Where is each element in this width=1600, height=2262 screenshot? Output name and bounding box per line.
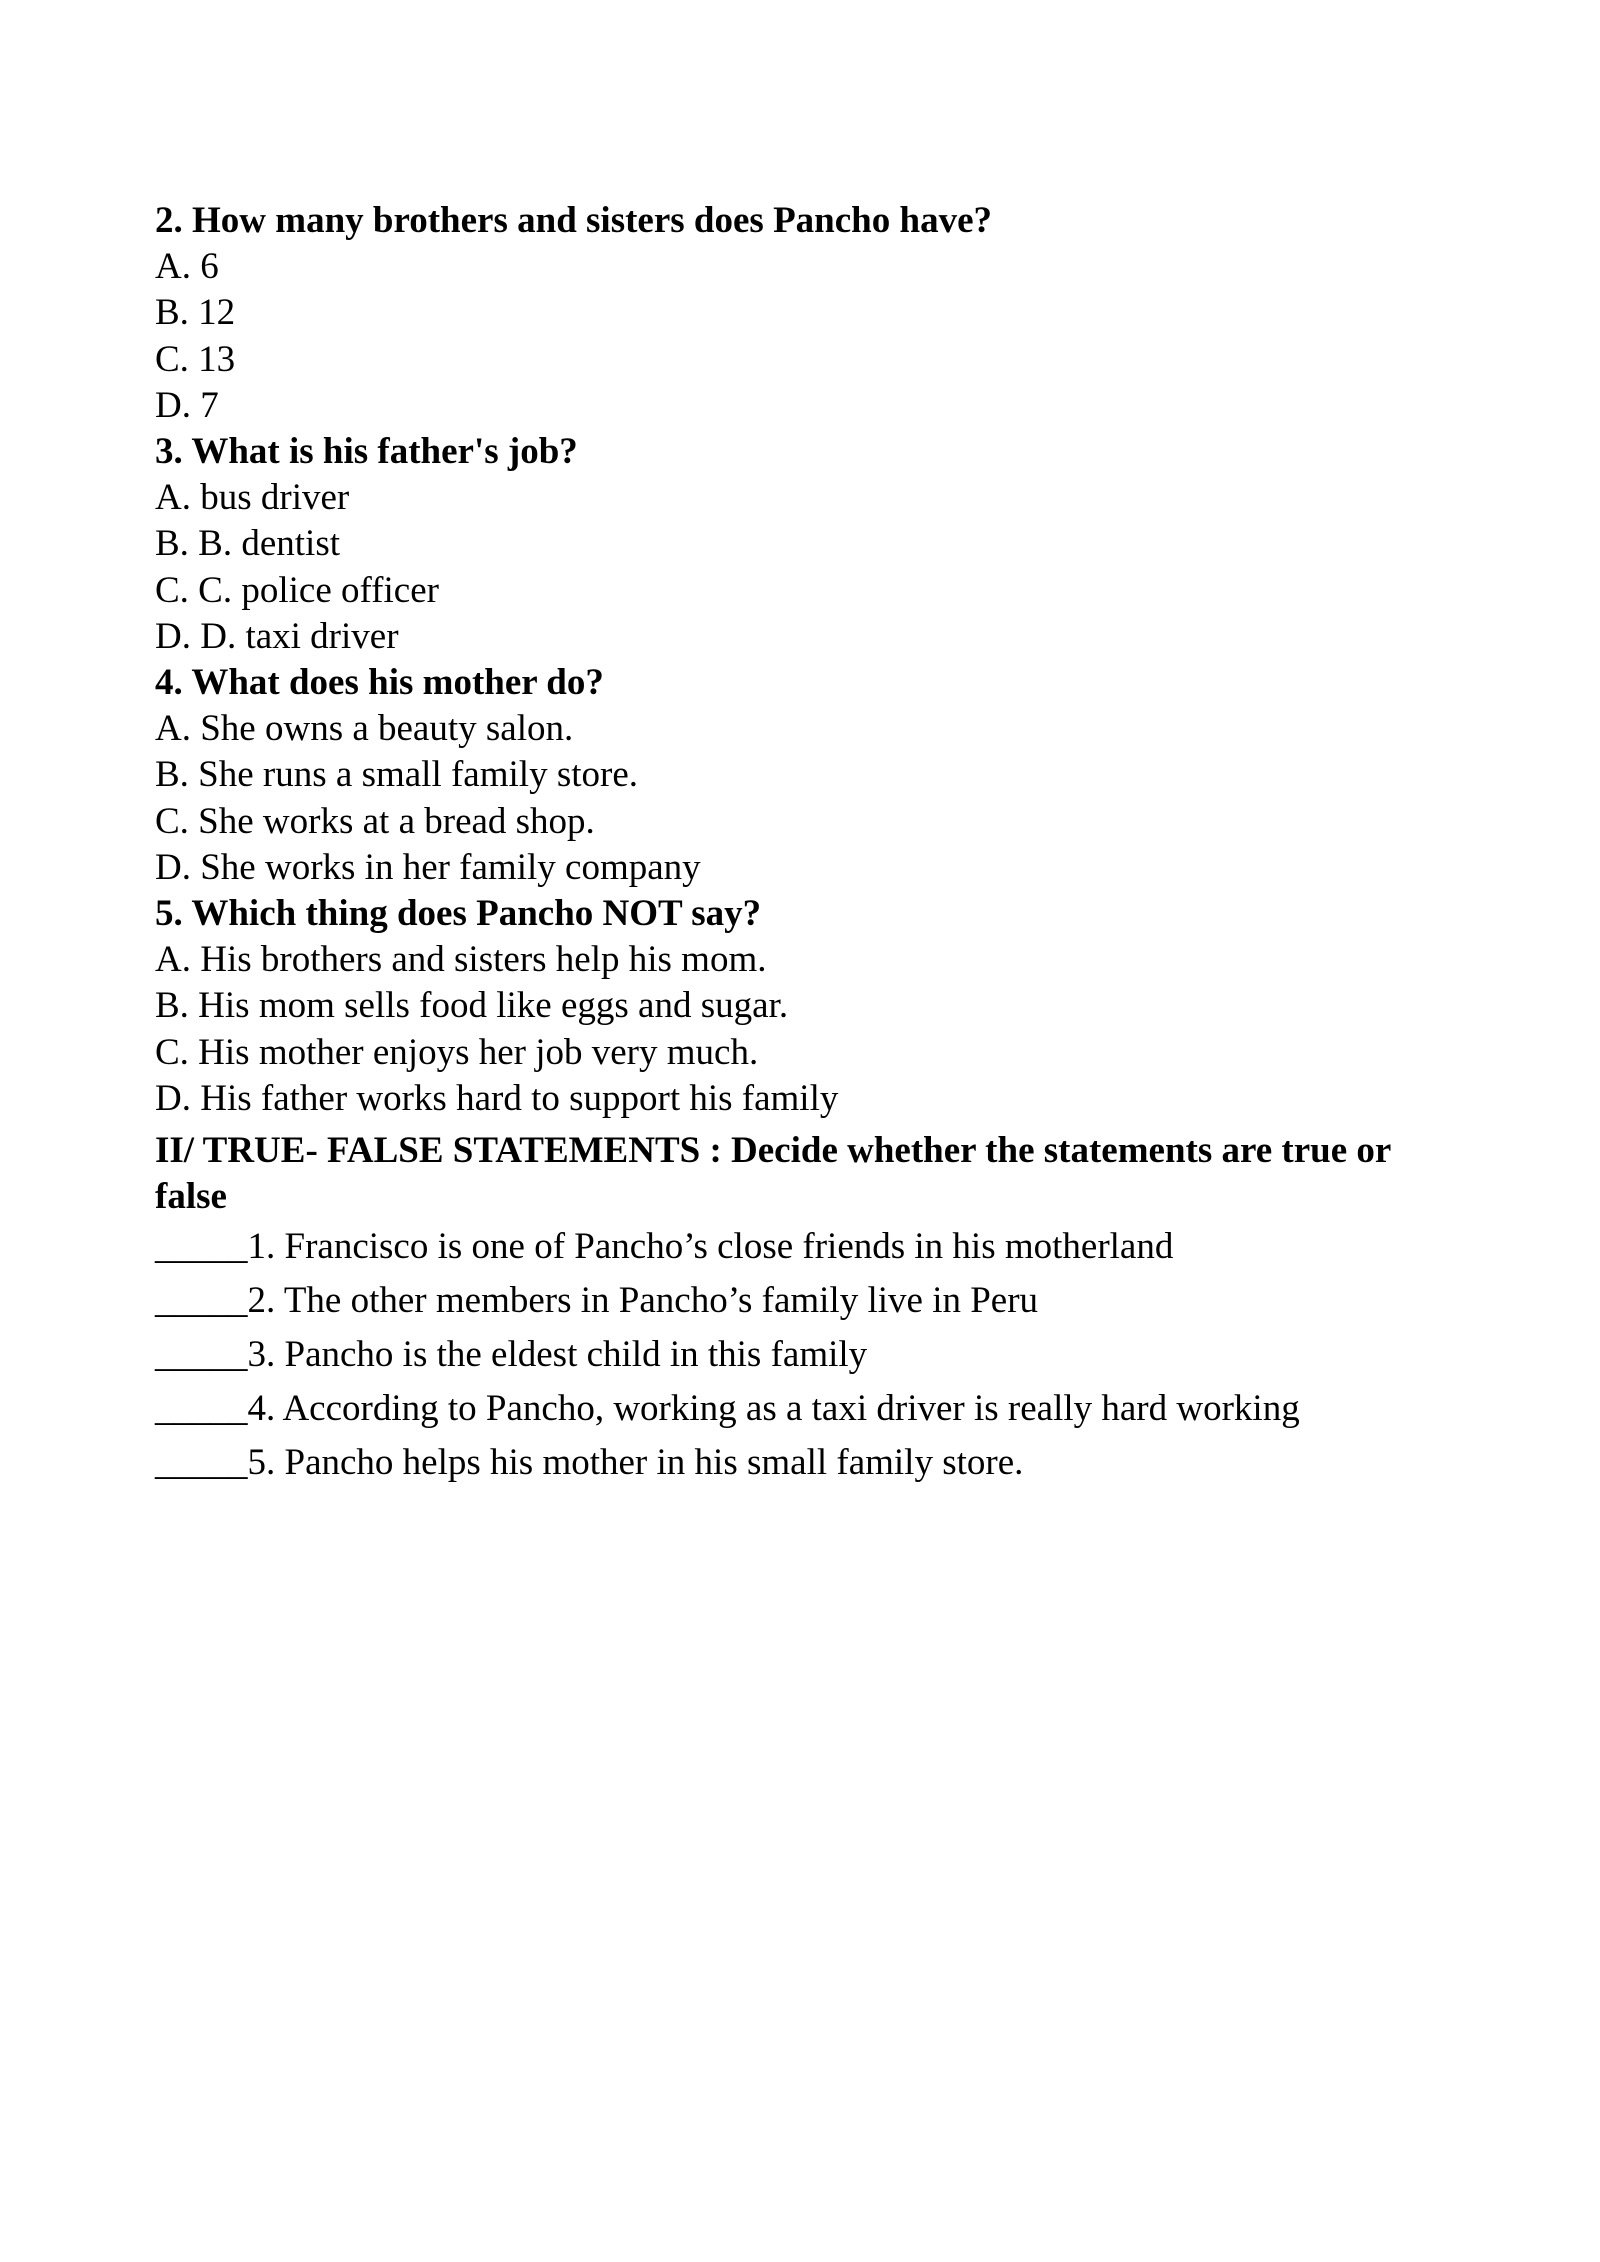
tf-statement-1: _____1. Francisco is one of Pancho’s close friends in his motherland (155, 1226, 1174, 1268)
question-4: 4. What does his mother do? (155, 662, 604, 704)
question-2: 2. How many brothers and sisters does Pancho have? (155, 200, 992, 241)
option-4a: A. She owns a beauty salon. (155, 708, 574, 750)
option-3d: D. D. taxi driver (155, 615, 399, 657)
worksheet-page (155, 198, 1455, 1490)
option-3c: C. C. police officer (155, 569, 439, 611)
option-5a: A. His brothers and sisters help his mom. (155, 939, 767, 981)
option-4d: D. She works in her family company (155, 846, 701, 888)
question-3: 3. What is his father's job? (155, 431, 578, 473)
tf-statement-3: _____3. Pancho is the eldest child in this family (155, 1334, 868, 1376)
tf-statement-5: _____5. Pancho helps his mother in his small family store. (155, 1442, 1024, 1484)
option-5d: D. His father works hard to support his family (155, 1077, 839, 1119)
option-2a: A. 6 (155, 246, 219, 288)
option-5b: B. His mom sells food like eggs and sugar. (155, 985, 789, 1027)
option-4c: C. She works at a bread shop. (155, 800, 595, 842)
option-5c: C. His mother enjoys her job very much. (155, 1031, 759, 1073)
tf-statement-2: _____2. The other members in Pancho’s family live in Peru (155, 1280, 1039, 1322)
option-2b: B. 12 (155, 292, 236, 334)
option-2c: C. 13 (155, 338, 236, 380)
option-3b: B. B. dentist (155, 523, 341, 565)
option-2d: D. 7 (155, 384, 219, 426)
question-5: 5. Which thing does Pancho NOT say? (155, 893, 762, 935)
section-2-heading: II/ TRUE- FALSE STATEMENTS : Decide whether the statements are true or false (155, 1130, 1391, 1218)
tf-statement-4: _____4. According to Pancho, working as a taxi driver is really hard working (155, 1388, 1300, 1430)
option-4b: B. She runs a small family store. (155, 754, 638, 796)
option-3a: A. bus driver (155, 477, 350, 519)
